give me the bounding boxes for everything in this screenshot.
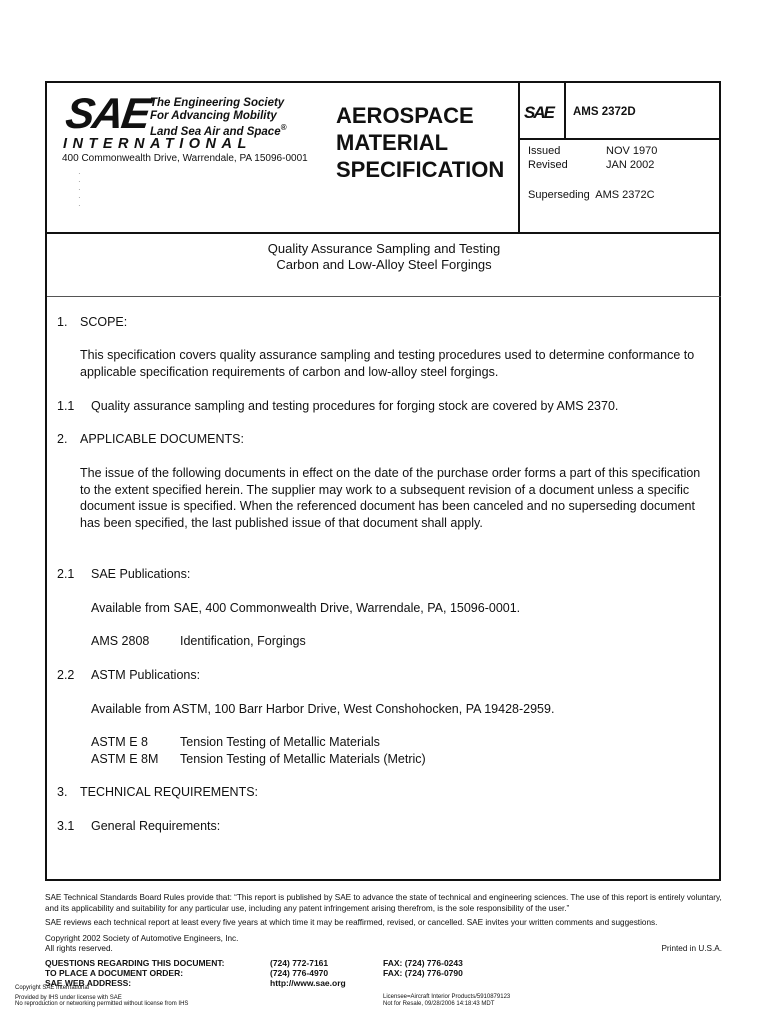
decorative-dots: · · · · · [78, 169, 81, 210]
footer-copyright: Copyright 2002 Society of Automotive Engineers, Inc. [45, 934, 239, 943]
ams-box-divider [564, 83, 566, 139]
license-line-1: Copyright SAE International [15, 985, 90, 991]
sae-tagline [150, 97, 287, 138]
revised-label: Revised [528, 159, 568, 171]
doc-type-line-3: SPECIFICATION [336, 157, 505, 182]
revised-value: JAN 2002 [606, 159, 655, 171]
section-1-heading: 1. SCOPE: [57, 315, 128, 329]
section-2-paragraph: The issue of the following documents in effect on the date of the purchase order forms a part of this specification to the extent specified herein. The supplier may work to a subsequent revision of a document unless a specific document issue is specified. When the referenced document has been canceled and no superseding document has been specified, the last published issue of that document shall apply. [80, 466, 701, 530]
reference-astm-e8m: ASTM E 8M Tension Testing of Metallic Materials (Metric) [91, 752, 426, 766]
document-title [47, 241, 721, 273]
order-fax: FAX: (724) 776-0790 [383, 968, 463, 978]
doc-type-line-1: AEROSPACE [336, 103, 474, 128]
issued-value: NOV 1970 [606, 145, 658, 157]
sae-small-logo: SAE [524, 103, 553, 122]
doc-type-line-2: MATERIAL [336, 130, 449, 155]
web-label: SAE WEB ADDRESS: [45, 978, 132, 988]
sae-address: 400 Commonwealth Drive, Warrendale, PA 15096-0001 [62, 153, 308, 164]
footer-review: SAE reviews each technical report at least every five years at which time it may be reaffirmed, revised, or cancelled. SAE invites your written comments and suggestions. [45, 918, 658, 927]
section-1-paragraph: This specification covers quality assurance sampling and testing procedures used to determine conformance to applicable specification requirements of carbon and low-alloy steel forgings. [80, 348, 695, 379]
footer-printed: Printed in U.S.A. [661, 944, 722, 953]
license-right-line-1: Licensee=Aircraft Interior Products/5910879123 [383, 994, 511, 1000]
header-vertical-divider [518, 83, 520, 233]
section-2-2-availability: Available from ASTM, 100 Barr Harbor Drive, West Conshohocken, PA 19428-2959. [91, 702, 555, 716]
title-line-1: Quality Assurance Sampling and Testing [267, 241, 501, 256]
section-3-1-heading: 3.1 General Requirements: [57, 819, 221, 833]
sae-international: INTERNATIONAL [63, 136, 252, 152]
order-phone: (724) 776-4970 [270, 968, 329, 978]
header-divider [47, 232, 721, 234]
issued-label: Issued [528, 145, 561, 157]
questions-fax: FAX: (724) 776-0243 [383, 958, 463, 968]
tagline-line-1: The Engineering Society [150, 97, 285, 109]
tagline-line-2: For Advancing Mobility [150, 109, 277, 122]
license-right-line-2: Not for Resale, 09/28/2006 14:18:43 MDT [383, 1000, 495, 1007]
section-1-1: 1.1 Quality assurance sampling and testing procedures for forging stock are covered by AMS 2370. [57, 399, 619, 413]
reference-ams-2808: AMS 2808 Identification, Forgings [91, 634, 306, 648]
section-2-1-availability: Available from SAE, 400 Commonwealth Drive, Warrendale, PA, 15096-0001. [91, 601, 521, 615]
section-2-2-heading: 2.2 ASTM Publications: [57, 668, 201, 682]
document-type [336, 102, 504, 183]
sae-logo: SAE [62, 90, 152, 138]
footer-rights: All rights reserved. [45, 944, 113, 953]
order-label: TO PLACE A DOCUMENT ORDER: [45, 968, 184, 978]
questions-label: QUESTIONS REGARDING THIS DOCUMENT: [45, 958, 225, 968]
section-2-1-heading: 2.1 SAE Publications: [57, 567, 191, 581]
license-block-left [15, 985, 315, 1008]
registered-mark: ® [280, 123, 287, 132]
section-3-heading: 3. TECHNICAL REQUIREMENTS: [57, 785, 259, 799]
section-2-heading: 2. APPLICABLE DOCUMENTS: [57, 432, 244, 446]
title-line-2: Carbon and Low-Alloy Steel Forgings [276, 257, 492, 272]
footer-rules: SAE Technical Standards Board Rules provide that: “This report is published by SAE to advance the state of technical and engineering sciences. The use of this report is entirely voluntary, and its applicability and suitability for any particular use, including any patent infringement arising therefrom, is the sole responsibility of the user.” [45, 893, 722, 913]
header-right-divider [518, 138, 721, 140]
reference-astm-e8: ASTM E 8 Tension Testing of Metallic Materials [91, 735, 380, 749]
license-line-3: No reproduction or networking permitted without license from IHS [15, 1001, 189, 1007]
ams-number: AMS 2372D [573, 106, 636, 118]
license-line-2: Provided by IHS under license with SAE [15, 994, 122, 1001]
license-block-right [383, 994, 683, 1007]
tagline-line-3: Land Sea Air and Space® [150, 123, 287, 138]
superseding: Superseding AMS 2372C [528, 189, 655, 201]
questions-phone: (724) 772-7161 [270, 958, 329, 968]
web-url-link[interactable]: http://www.sae.org [270, 978, 346, 988]
title-divider [47, 296, 721, 297]
